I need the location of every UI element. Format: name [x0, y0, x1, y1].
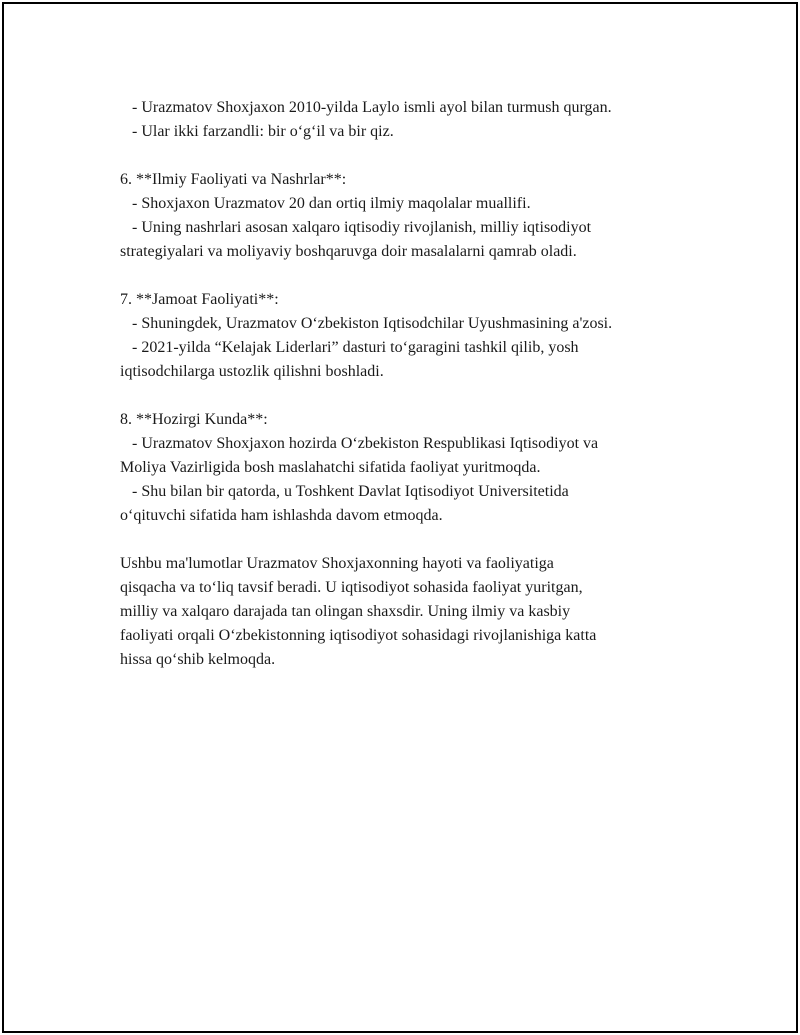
paragraph-line: iqtisodchilarga ustozlik qilishni boshladi.: [120, 363, 384, 380]
paragraph-line: - Uning nashrlari asosan xalqaro iqtisodiy rivojlanish, milliy iqtisodiyot: [120, 219, 592, 236]
summary-line: hissa qo‘shib kelmoqda.: [120, 651, 276, 668]
paragraph-line: - Shu bilan bir qatorda, u Toshkent Davlat Iqtisodiyot Universitetida: [120, 483, 569, 500]
section-heading: 6. **Ilmiy Faoliyati va Nashrlar**:: [120, 171, 347, 188]
summary-line: qisqacha va to‘liq tavsif beradi. U iqtisodiyot sohasida faoliyat yuritgan,: [120, 579, 583, 596]
paragraph-spacer: [120, 264, 700, 288]
paragraph-line: o‘qituvchi sifatida ham ishlashda davom etmoqda.: [120, 507, 443, 524]
paragraph-line: - Shuningdek, Urazmatov O‘zbekiston Iqtisodchilar Uyushmasining a'zosi.: [120, 315, 613, 332]
summary-line: milliy va xalqaro darajada tan olingan shaxsdir. Uning ilmiy va kasbiy: [120, 603, 571, 620]
paragraph-line: strategiyalari va moliyaviy boshqaruvga doir masalalarni qamrab oladi.: [120, 243, 577, 260]
paragraph-line: - Urazmatov Shoxjaxon hozirda O‘zbekiston Respublikasi Iqtisodiyot va: [120, 435, 599, 452]
section-heading: 8. **Hozirgi Kunda**:: [120, 411, 268, 428]
section-heading: 7. **Jamoat Faoliyati**:: [120, 291, 279, 308]
paragraph-line: - Urazmatov Shoxjaxon 2010-yilda Laylo ismli ayol bilan turmush qurgan.: [120, 99, 612, 116]
summary-line: faoliyati orqali O‘zbekistonning iqtisodiyot sohasidagi rivojlanishiga katta: [120, 627, 597, 644]
paragraph-spacer: [120, 384, 700, 408]
paragraph-spacer: [120, 144, 700, 168]
summary-line: Ushbu ma'lumotlar Urazmatov Shoxjaxonning hayoti va faoliyatiga: [120, 555, 554, 572]
document-body: [120, 96, 700, 672]
paragraph-line: - Shoxjaxon Urazmatov 20 dan ortiq ilmiy maqolalar muallifi.: [120, 195, 531, 212]
paragraph-line: Moliya Vazirligida bosh maslahatchi sifatida faoliyat yuritmoqda.: [120, 459, 541, 476]
document-page: [2, 2, 798, 1033]
paragraph-spacer: [120, 528, 700, 552]
paragraph-line: - 2021-yilda “Kelajak Liderlari” dasturi to‘garagini tashkil qilib, yosh: [120, 339, 579, 356]
paragraph-line: - Ular ikki farzandli: bir o‘g‘il va bir qiz.: [120, 123, 394, 140]
